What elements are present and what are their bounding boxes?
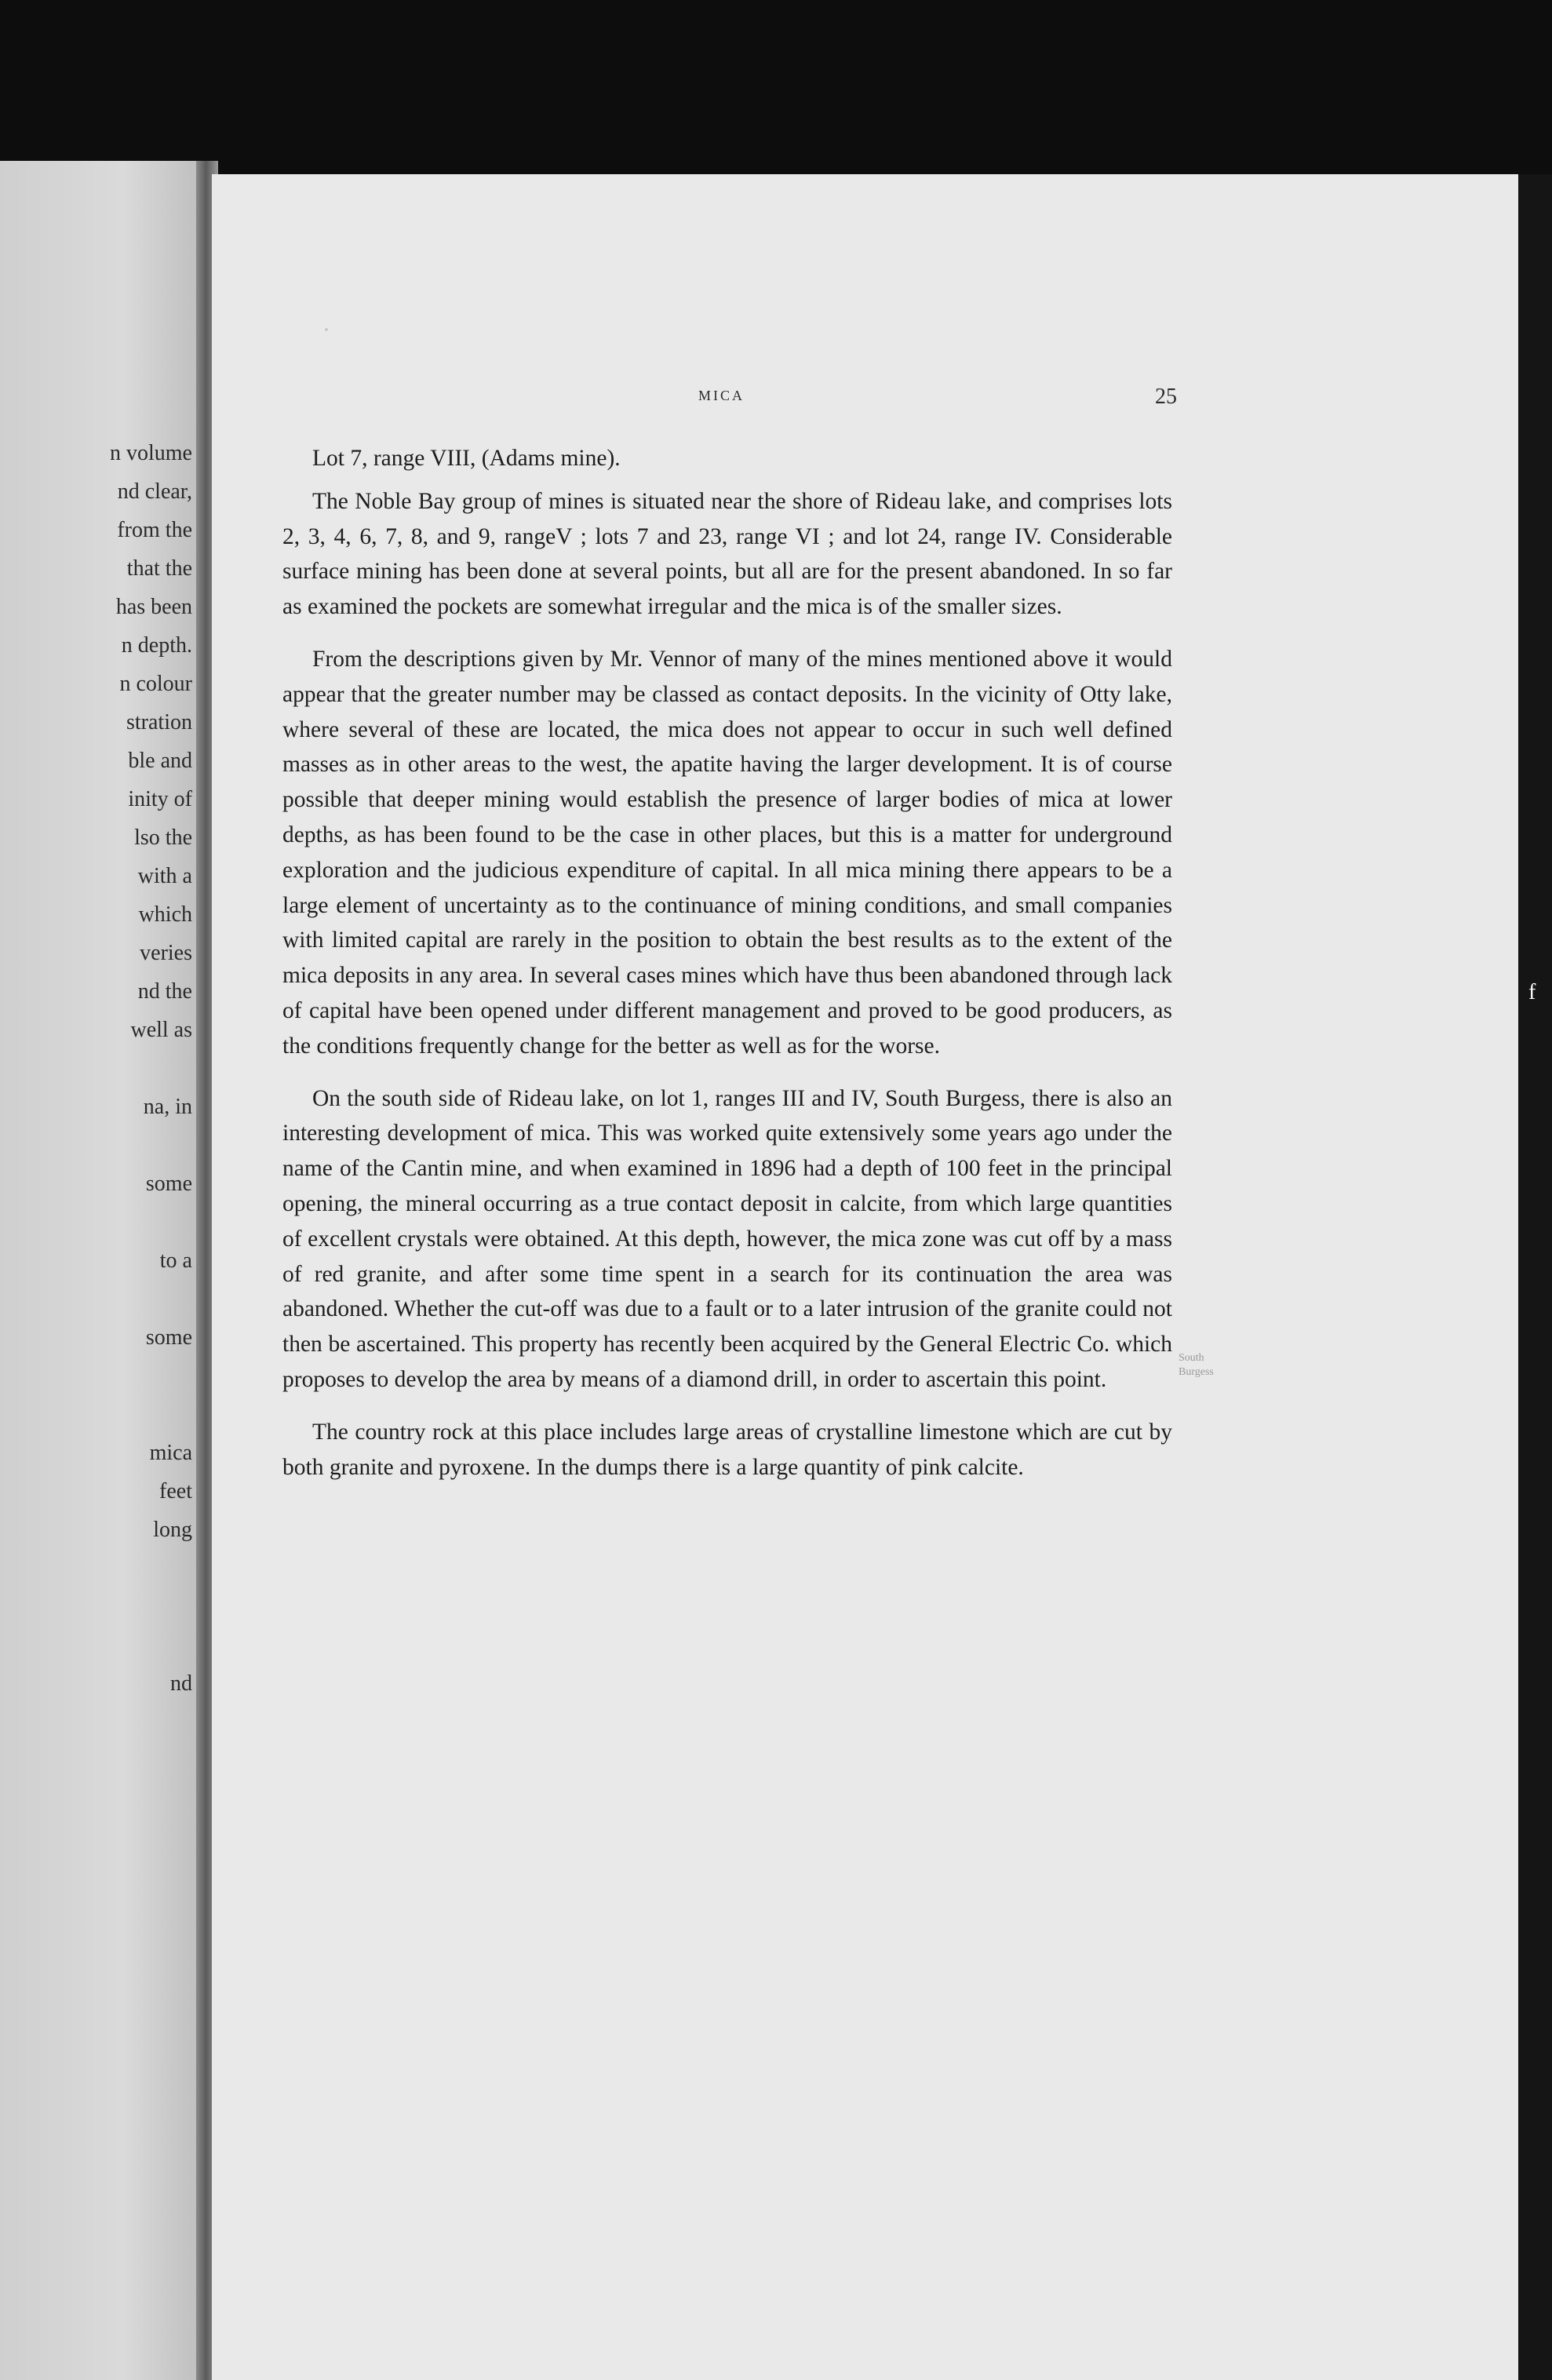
scan-right-border xyxy=(1518,174,1552,2380)
facing-page-line: from the xyxy=(117,518,192,542)
paragraph: From the descriptions given by Mr. Vennor of many of the mines mentioned above it would appear that the greater number may be classed as contact deposits. In the vicinity of Otty lake, where several of these are located, the mica does not appear to occur in such well defined masses as in other areas to the west, the apatite having the larger development. It is of course possible that deeper mining would establish the presence of larger bodies of mica at lower depths, as has been found to be the case in other places, but this is a matter for underground exploration and the judicious expenditure of capital. In all mica mining there appears to be a large element of uncertainty as to the continuance of mining conditions, and small companies with limited capital are rarely in the position to obtain the best results as to the extent of the mica deposits in any area. In several cases mines which have thus been abandoned through lack of capital have been opened under different management and proved to be good producers, as the conditions frequently change for the better as well as for the worse. xyxy=(282,646,1172,1059)
scan-top-border xyxy=(0,0,1552,180)
facing-page-line: inity of xyxy=(128,787,192,811)
margin-note-line: Burgess xyxy=(1179,1366,1214,1378)
facing-page-line: nd the xyxy=(137,979,192,1004)
facing-page-line: n depth. xyxy=(121,633,192,658)
facing-page-line xyxy=(0,1280,192,1318)
paragraph: The country rock at this place includes large areas of crystalline limestone which are cut by both granite and pyroxene. In the dumps there is a large quantity of pink calcite. xyxy=(282,1419,1172,1480)
facing-page-line: long xyxy=(153,1518,192,1542)
facing-page-line: stration xyxy=(126,710,192,734)
facing-page-line: to a xyxy=(159,1248,192,1273)
facing-page-line xyxy=(0,1626,192,1664)
facing-page-line: some xyxy=(145,1325,192,1350)
facing-page-line: feet xyxy=(159,1479,192,1503)
paragraph: On the south side of Rideau lake, on lot 1, ranges III and IV, South Burgess, there is also an interesting development of mica. This was worked quite extensively some years ago under the name of the Cantin mine, and when examined in 1896 had a depth of 100 feet in the principal opening, the mineral occurring as a true contact deposit in calcite, from which large quantities of excellent crystals were obtained. At this depth, however, the mica zone was cut off by a mass of red granite, and after some time spent in a search for its continuation the area was abandoned. Whether the cut-off was due to a fault or to a later intrusion of the granite could not then be ascertained. This property has recently been acquired by the General Electric Co. which proposes to develop the area by means of a diamond drill, in order to ascertain this point. xyxy=(282,1085,1172,1392)
page-header xyxy=(282,385,1177,419)
facing-page-line xyxy=(0,1126,192,1164)
facing-page-line xyxy=(0,1357,192,1395)
facing-page-line: veries xyxy=(140,941,192,965)
facing-page-line xyxy=(0,1395,192,1434)
facing-page-line xyxy=(0,1049,192,1088)
facing-page-line: well as xyxy=(130,1018,192,1042)
page-number: 25 xyxy=(1155,385,1177,409)
margin-note xyxy=(1179,1351,1265,1380)
facing-page-line xyxy=(0,1587,192,1626)
facing-page-line: ble and xyxy=(128,749,192,773)
edge-mark: f xyxy=(1528,980,1536,1004)
facing-page-line: nd clear, xyxy=(117,479,192,504)
facing-page-line: nd xyxy=(170,1671,192,1696)
main-text xyxy=(282,441,1172,1502)
facing-page-text xyxy=(0,434,192,1703)
facing-page-line: mica xyxy=(149,1441,192,1465)
facing-page-line: n colour xyxy=(119,672,192,696)
facing-page-line: that the xyxy=(126,556,192,581)
facing-page-line: has been xyxy=(115,595,192,619)
facing-page-line: n volume xyxy=(110,441,192,465)
margin-note-line: South xyxy=(1179,1352,1204,1364)
facing-page-line: some xyxy=(145,1172,192,1196)
lot-heading: Lot 7, range VIII, (Adams mine). xyxy=(312,446,621,471)
paragraph: The Noble Bay group of mines is situated near the shore of Rideau lake, and comprises lots 2, 3, 4, 6, 7, 8, and 9, rangeV ; lots 7 and 23, range VI ; and lot 24, range IV. Considerable surface mining has been done at several points, but all are for the present abandoned. In so far as examined the pockets are somewhat irregular and the mica is of the smaller sizes. xyxy=(282,488,1172,620)
facing-page-line: with a xyxy=(137,864,192,888)
facing-page-line: lso the xyxy=(134,826,192,850)
facing-page-line: na, in xyxy=(143,1095,192,1119)
facing-page-line xyxy=(0,1549,192,1587)
facing-page-line: which xyxy=(138,902,192,927)
running-head: MICA xyxy=(698,388,745,403)
facing-page-line xyxy=(0,1203,192,1241)
speck-mark xyxy=(325,328,328,331)
